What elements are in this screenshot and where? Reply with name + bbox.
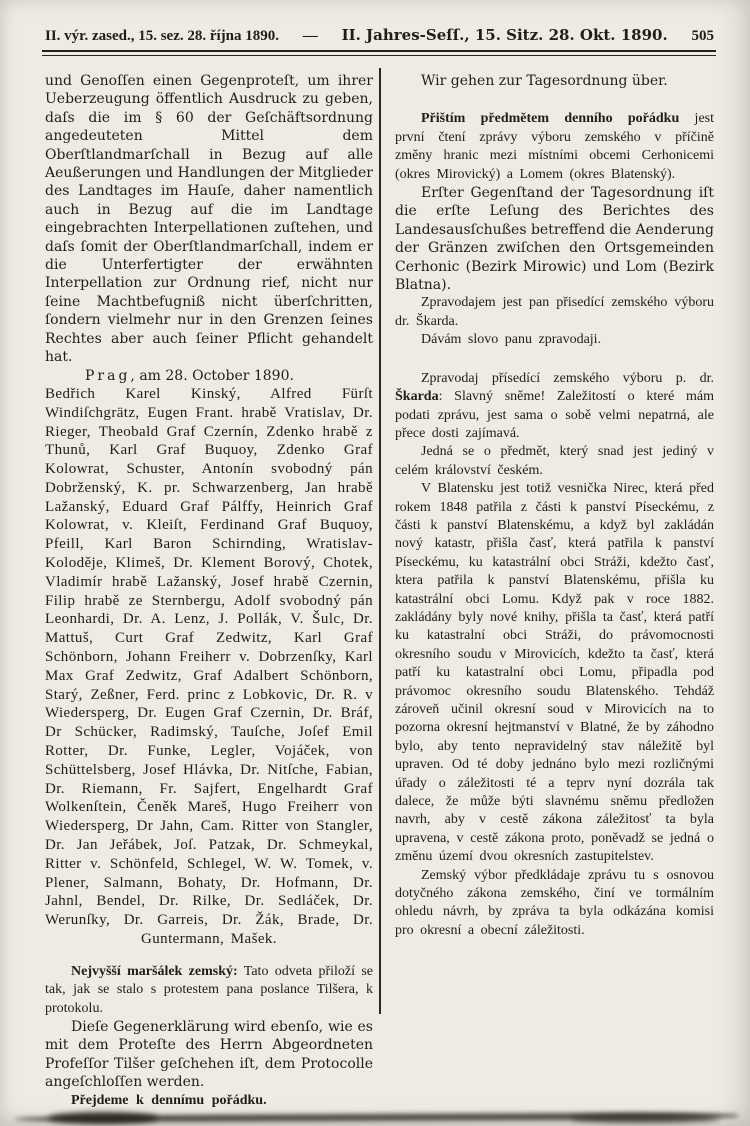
right-column xyxy=(395,72,714,940)
dateline-place: Prag xyxy=(85,367,131,384)
paragraph-agenda-item xyxy=(395,110,714,184)
marshal-speaker-label: Nejvyšší maršálek zemský: xyxy=(71,963,238,979)
paragraph-speaker-skarda xyxy=(395,370,714,444)
column-divider-rule xyxy=(379,68,381,1014)
paragraph-erster-gegenstand: Erſter Gegenſtand der Tagesordnung iſt die erſte Leſung des Berichtes des Landesausſchußes betreffend die Aenderung der Gränzen zwiſchen den Ortsgemeinden Cerhonic (Bezirk Mirowic) und Lom (Bezirk Blatna). xyxy=(395,185,714,294)
header-separator: — xyxy=(302,28,318,44)
paragraph-zpravodajem: Zpravodajem jest pan přisedící zemského výboru dr. Škarda. xyxy=(395,295,714,329)
paragraph-tagesordnung: Wir gehen zur Tagesordnung über. xyxy=(421,73,668,89)
dateline xyxy=(45,367,373,385)
paragraph-davam-slovo: Dávám slovo panu zpravodaji. xyxy=(421,332,602,348)
header-session-czech: II. výr. zased., 15. sez. 28. října 1890. xyxy=(45,28,280,44)
dateline-rest: , am 28. October 1890. xyxy=(130,367,294,384)
paragraph-german-protest: und Genoſſen einen Gegenproteſt, um ihrer Ueberzeugung öffentlich Ausdruck zu geben, daſs die im § 60 der Geſchäftsordnung angedeuteten Mittel dem Oberſtlandmarſchall in Bezug auf alle Aeußerungen und Handlungen der Mitglieder des Landtages im Hauſe, daher namentlich auch in Bezug auf die im Landtage eingebrachten Interpellationen zuſtehen, und daſs ſomit der Oberſtlandmarſchall, indem er die Unterfertigter der erwähnten Interpellation zur Ordnung rief, nicht nur ſeine Machtbefugniß nicht überſchritten, ſondern vielmehr nur in den Grenzen ſeines Rechtes aber auch ſeiner Pflicht gehandelt hat. xyxy=(45,73,373,366)
page-number: 505 xyxy=(691,28,714,44)
paragraph-blatensko: V Blatensku jest totiž vesnička Nirec, která před rokem 1848 patřila z části k panství Píseckému, z části k panství Blatenskému, a když byl zakládán nový katastr, přišla časť, která patřila k panství Píseckému, ku katastrální obci Stráži, kdežto časť, ktera patřila k panství Blatenskému, přišla ku katastrální obci Lomu. Když pak v roce 1882. zakládány byly nové knihy, přišla ta časť, která patří ku katastralní obci Stráži, do právomocnosti okresního soudu v Mirovicích, kdežto ta časť, která patří ku katastralní obci Lomu, připadla pod právomoc okresního soudu Blatenského. Tehdáž zároveň učinil okresní soud v Mirovicích na to pozorna okresní hejtmanství v Blatné, že by záhodno bylo, aby tento nepravidelný stav náležitě byl upraven. Od té doby jednáno bylo mezi rozličnými úřady o záležitosti té a teprv nyní dozrála tak dalece, že může býti slavnému sněmu předložen navrh, aby v cestě zákona záležitosť ta byla upravena, v cestě zákona proto, poněvadž se jedná o změnu území dvou okresních zastupitelstev. xyxy=(395,481,714,865)
header-session-german: II. Jahres-Seſſ., 15. Sitz. 28. Okt. 1890. xyxy=(341,26,668,44)
paragraph-jedna-se: Jedná se o předmět, který snad jest jediný v celém království českém. xyxy=(395,444,714,478)
header-double-rule xyxy=(42,50,716,56)
paragraph-marshal-german: Dieſe Gegenerklärung wird ebenſo, wie es mit dem Proteſte des Herrn Abgeordneten Profeſſor Tilšer geſchehen iſt, dem Protocolle angeſchloſſen werden. xyxy=(45,1019,373,1091)
speaker-speech: : Slavný sněme! Zaležitostí o které mám podati zprávu, jest sama o sobě velmi nepatrná, ale přece dosti zajímavá. xyxy=(395,389,714,441)
agenda-lead: Přištím předmětem denního pořádku xyxy=(421,111,680,127)
marshal-statement: Tato odveta přiloží se tak, jak se stalo s protestem pana poslance Tilšera, k protokolu. xyxy=(45,963,373,1016)
signatories-list: Bedřich Karel Kinský, Alfred Fürſt Windiſchgrätz, Eugen Frant. hrabě Vratislav, Dr. Rieger, Theobald Graf Czernín, Zdenko hrabě z Thunů, Karl Graf Buquoy, Zdenko Graf Kolowrat, Schuster, Antonín svobodný pán Dobrženský, K. pr. Schwarzenberg, Jan hrabě Lažanský, Eduard Graf Pálffy, Heinrich Graf Kolowrat, v. Kleiſt, Ferdinand Graf Buquoy, Pfeill, Karl Baron Schirnding, Wratislav-Koloděje, Klimeš, Dr. Klement Borový, Chotek, Vladimír hrabě Lažanský, Josef hrabě Czernin, Filip hrabě ze Sternbergu, Adolf svobodný pán Leonhardi, Dr. A. Lenz, J. Pollák, V. Šulc, Dr. Mattuš, Curt Graf Zedwitz, Karl Graf Schönborn, Johann Freiherr v. Dobrzenſky, Karl Max Graf Zedwitz, Graf Adalbert Schönborn, Starý, Zeßner, Ferd. princ z Lobkovic, Dr. R. v Wiedersperg, Dr. Eugen Graf Czernin, Dr. Bráf, Dr Schücker, Radimský, Tauſche, Joſef Emil Rotter, Dr. Funke, Legler, Vojáček, von Schüttelsberg, Josef Hlávka, Dr. Nitſche, Fabian, Dr. Riemann, Fr. Sajfert, Engelhardt Graf Wolkenſtein, Čeněk Mareš, Hugo Freiherr von Wiedersperg, Dr Jahn, Cam. Ritter von Stangler, Dr. Jan Jeřábek, Joſ. Patzak, Dr. Schmeykal, Ritter v. Schönfeld, Schlegel, W. W. Tomek, v. Plener, Salmann, Bohaty, Dr. Hofmann, Dr. Jahnl, Bendel, Dr. Rilke, Dr. Sedláček, Dr. Werunſky, Dr. Garreis, Dr. Žák, Brade, Dr. Guntermann, Mašek. xyxy=(45,385,373,948)
left-column xyxy=(45,72,373,1110)
scan-artifact-right-blob xyxy=(570,1114,720,1123)
speaker-name: Škarda xyxy=(395,389,439,405)
paragraph-marshal-czech xyxy=(45,963,373,1018)
agenda-rest: jest první čtení zprávy výboru zemského v příčině změny hranic mezi místními obcemi Cerhonicemi (okres Mirovický) a Lomem (okres Blatenský). xyxy=(395,111,714,182)
page-header xyxy=(45,26,714,45)
scan-artifact-left-blob xyxy=(48,1112,158,1124)
paragraph-transition: Přejdeme k dennímu pořádku. xyxy=(71,1092,267,1108)
speaker-intro: Zpravodaj přísedící zemského výboru p. dr. xyxy=(421,370,714,386)
paragraph-zemsky-vybor: Zemský výbor předkládaje zprávu tu s osnovou dotyčného zákona zemského, činí ve tormálním ohledu návrh, by zpráva ta byla odkázána komisi pro okresní a obecní záležitosti. xyxy=(395,867,714,938)
